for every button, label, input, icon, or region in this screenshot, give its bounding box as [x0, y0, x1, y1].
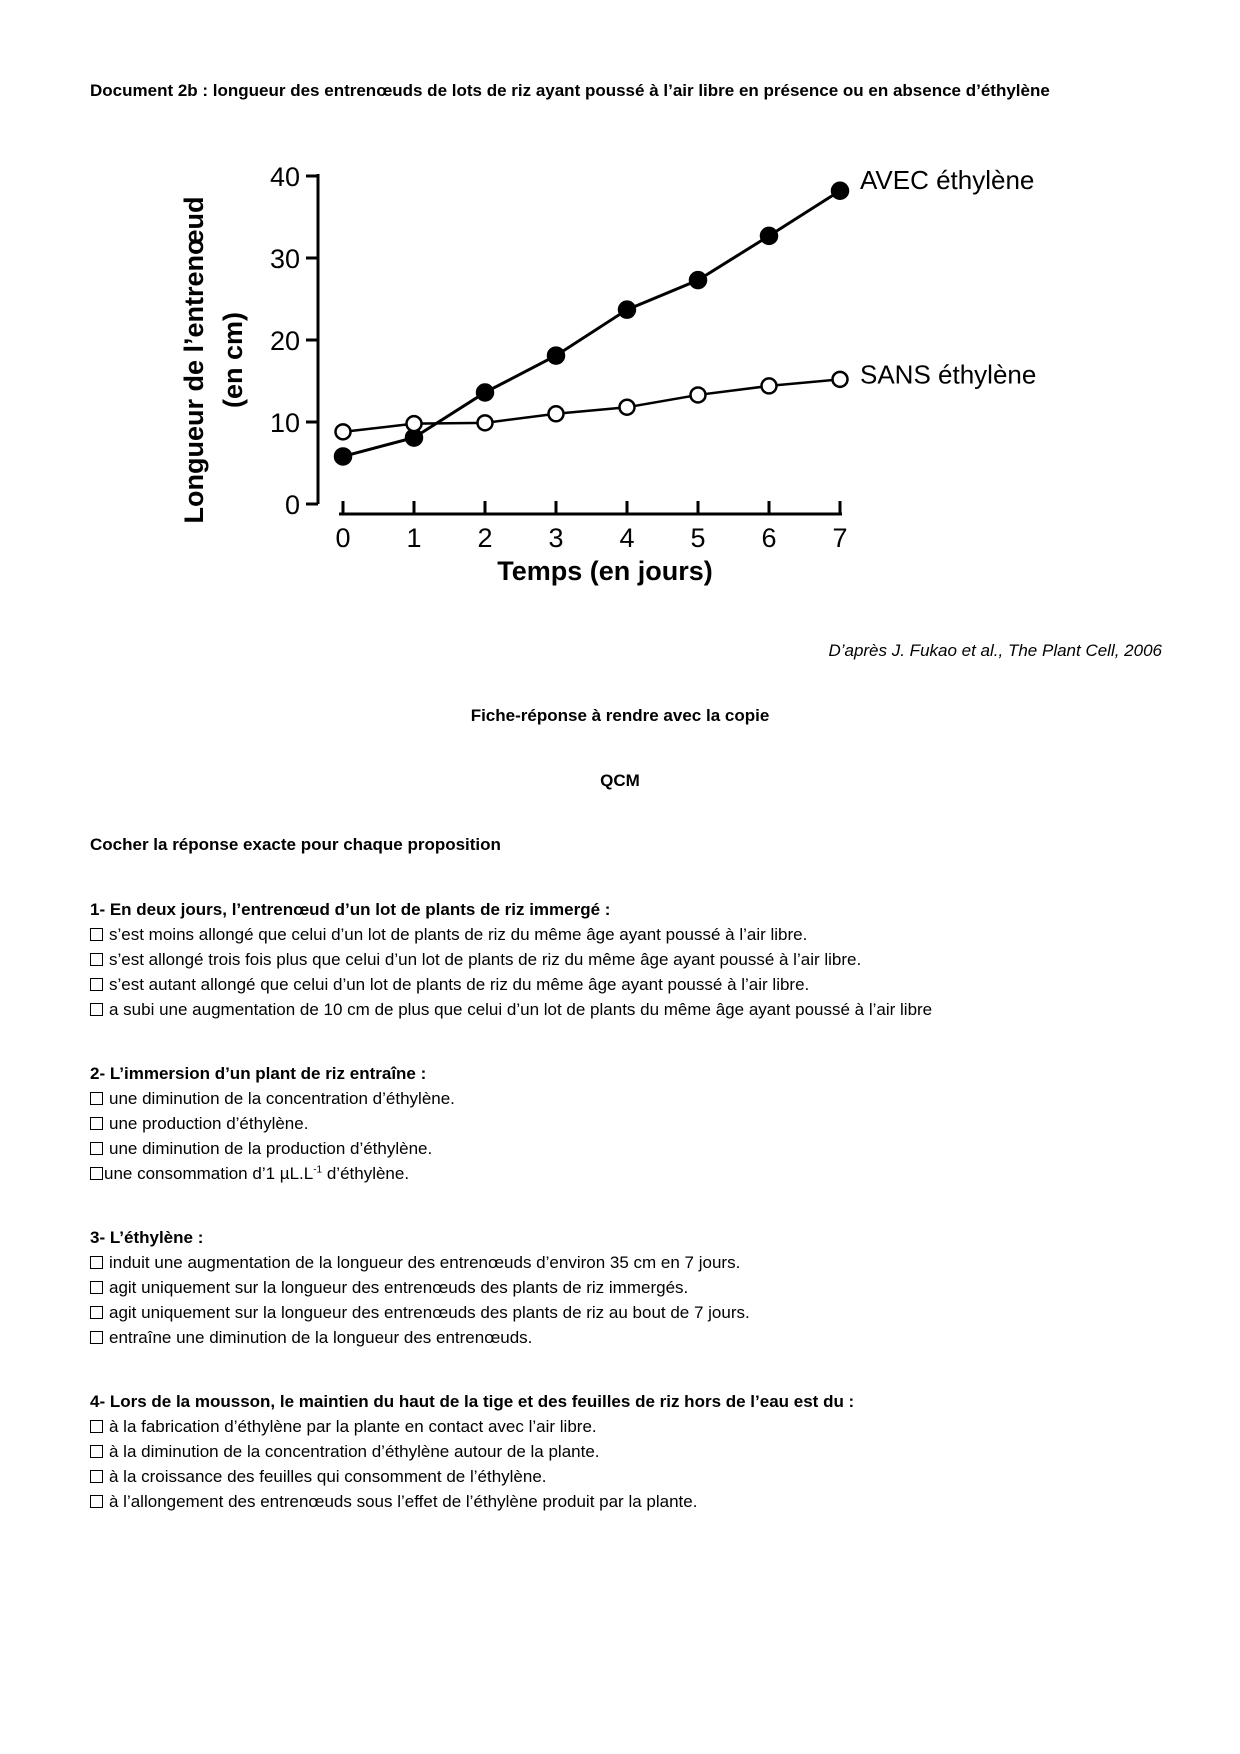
- x-tick-label: 0: [335, 523, 351, 553]
- option-text: à l’allongement des entrenœuds sous l’effet de l’éthylène produit par la plante.: [109, 1492, 698, 1511]
- checkbox-icon[interactable]: [90, 1003, 103, 1016]
- checkbox-icon[interactable]: [90, 928, 103, 941]
- option-text: entraîne une diminution de la longueur des entrenœuds.: [109, 1328, 533, 1347]
- checkbox-icon[interactable]: [90, 953, 103, 966]
- x-tick-label: 4: [619, 523, 635, 553]
- option-text: à la croissance des feuilles qui consomment de l’éthylène.: [109, 1467, 547, 1486]
- y-tick-label: 0: [284, 490, 300, 520]
- checkbox-icon[interactable]: [90, 1256, 103, 1269]
- checkbox-icon[interactable]: [90, 1167, 103, 1180]
- x-tick-label: 3: [548, 523, 564, 553]
- option-text: agit uniquement sur la longueur des entrenœuds des plants de riz au bout de 7 jours.: [109, 1303, 750, 1322]
- y-axis-label-line1: Longueur de l’entrenœud: [179, 196, 209, 524]
- answer-option[interactable]: [90, 1300, 1170, 1325]
- x-axis-label: Temps (en jours): [497, 556, 713, 586]
- question-2: [90, 1061, 1170, 1186]
- checkbox-icon[interactable]: [90, 1142, 103, 1155]
- data-point: [761, 228, 777, 244]
- option-text: s’est autant allongé que celui d’un lot de plants de riz du même âge ayant poussé à l’air libre.: [109, 975, 810, 994]
- chart-container: [165, 150, 1080, 620]
- data-point: [762, 378, 777, 393]
- option-text: une consommation d’1 µL.L: [104, 1164, 314, 1183]
- checkbox-icon[interactable]: [90, 1331, 103, 1344]
- question-title: 3- L’éthylène :: [90, 1228, 204, 1247]
- answer-option[interactable]: [90, 1414, 1170, 1439]
- answer-option[interactable]: [90, 947, 1170, 972]
- question-title: 1- En deux jours, l’entrenœud d’un lot de plants de riz immergé :: [90, 900, 611, 919]
- x-tick-label: 2: [477, 523, 493, 553]
- instructions: Cocher la réponse exacte pour chaque proposition: [90, 835, 501, 854]
- answer-option[interactable]: [90, 1161, 1170, 1186]
- option-text: à la fabrication d’éthylène par la plante en contact avec l’air libre.: [109, 1417, 597, 1436]
- x-tick-label: 7: [832, 523, 848, 553]
- x-tick-label: 1: [406, 523, 422, 553]
- option-text: s’est moins allongé que celui d’un lot de plants de riz du même âge ayant poussé à l’air libre.: [109, 925, 808, 944]
- answer-option[interactable]: [90, 1489, 1170, 1514]
- data-point: [691, 387, 706, 402]
- question-3: [90, 1225, 1170, 1350]
- series-label: AVEC éthylène: [860, 164, 1035, 195]
- checkbox-icon[interactable]: [90, 1445, 103, 1458]
- series-label: SANS éthylène: [860, 359, 1037, 390]
- option-text: à la diminution de la concentration d’éthylène autour de la plante.: [109, 1442, 600, 1461]
- data-point: [335, 448, 351, 464]
- checkbox-icon[interactable]: [90, 1092, 103, 1105]
- option-text: a subi une augmentation de 10 cm de plus que celui d’un lot de plants du même âge ayant poussé à l’air libre: [109, 1000, 933, 1019]
- answer-option[interactable]: [90, 1275, 1170, 1300]
- data-point: [832, 183, 848, 199]
- y-tick-label: 10: [269, 408, 300, 438]
- x-tick-label: 5: [690, 523, 706, 553]
- question-4: [90, 1389, 1170, 1514]
- answer-option[interactable]: [90, 997, 1170, 1022]
- exponent: -1: [313, 1164, 323, 1176]
- answer-option[interactable]: [90, 1439, 1170, 1464]
- y-tick-label: 30: [269, 244, 300, 274]
- answer-option[interactable]: [90, 1325, 1170, 1350]
- data-point: [477, 384, 493, 400]
- data-point: [478, 415, 493, 430]
- data-point: [690, 272, 706, 288]
- y-tick-label: 40: [269, 162, 300, 192]
- internode-length-chart: [165, 150, 1080, 620]
- option-text: une diminution de la concentration d’éthylène.: [109, 1089, 455, 1108]
- data-point: [619, 302, 635, 318]
- option-text: agit uniquement sur la longueur des entrenœuds des plants de riz immergés.: [109, 1278, 689, 1297]
- answer-sheet-title: Fiche-réponse à rendre avec la copie: [470, 706, 770, 725]
- answer-option[interactable]: [90, 972, 1170, 997]
- answer-option[interactable]: [90, 1136, 1170, 1161]
- checkbox-icon[interactable]: [90, 1281, 103, 1294]
- checkbox-icon[interactable]: [90, 1117, 103, 1130]
- checkbox-icon[interactable]: [90, 1306, 103, 1319]
- option-text: induit une augmentation de la longueur des entrenœuds d’environ 35 cm en 7 jours.: [109, 1253, 741, 1272]
- answer-option[interactable]: [90, 1086, 1170, 1111]
- question-title: 4- Lors de la mousson, le maintien du haut de la tige et des feuilles de riz hors de l’eau est du :: [90, 1392, 855, 1411]
- checkbox-icon[interactable]: [90, 1470, 103, 1483]
- y-tick-label: 20: [269, 326, 300, 356]
- question-title: 2- L’immersion d’un plant de riz entraîne :: [90, 1064, 427, 1083]
- question-1: [90, 897, 1170, 1022]
- qcm-heading: QCM: [600, 771, 640, 790]
- answer-option[interactable]: [90, 1464, 1170, 1489]
- answer-option[interactable]: [90, 1111, 1170, 1136]
- data-point: [336, 424, 351, 439]
- option-text-end: d’éthylène.: [322, 1164, 410, 1183]
- x-tick-label: 6: [761, 523, 777, 553]
- checkbox-icon[interactable]: [90, 1420, 103, 1433]
- y-axis-label-line2: (en cm): [218, 311, 248, 409]
- data-point: [548, 348, 564, 364]
- data-point: [549, 406, 564, 421]
- option-text: s’est allongé trois fois plus que celui d’un lot de plants de riz du même âge ayant poussé à l’air libre.: [109, 950, 862, 969]
- option-text: une production d’éthylène.: [109, 1114, 309, 1133]
- data-point: [833, 372, 848, 387]
- data-point: [620, 400, 635, 415]
- document-title: Document 2b : longueur des entrenœuds de lots de riz ayant poussé à l’air libre en présence ou en absence d’éthylène: [90, 81, 1050, 100]
- data-point: [407, 416, 422, 431]
- checkbox-icon[interactable]: [90, 978, 103, 991]
- answer-option[interactable]: [90, 1250, 1170, 1275]
- answer-option[interactable]: [90, 922, 1170, 947]
- option-text: une diminution de la production d’éthylène.: [109, 1139, 433, 1158]
- source-citation: D’après J. Fukao et al., The Plant Cell, 2006: [828, 641, 1162, 660]
- checkbox-icon[interactable]: [90, 1495, 103, 1508]
